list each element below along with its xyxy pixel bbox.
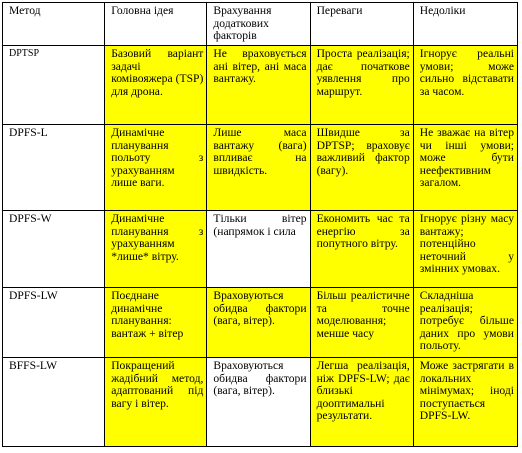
cell-idea: Динамічне планування з урахуванням *лише* вітру. xyxy=(105,211,207,288)
table-row xyxy=(3,288,518,358)
table-row xyxy=(3,358,518,447)
header-additional-factors: Врахування додаткових факторів xyxy=(207,3,310,46)
cell-factors: Тільки вітер (напрямок і сила xyxy=(207,211,310,288)
cell-method: DPFS-LW xyxy=(3,288,105,358)
cell-factors: Не враховується ані вітер, ані маса вантажу. xyxy=(207,46,310,125)
cell-method: BFFS-LW xyxy=(3,358,105,447)
table-header-row xyxy=(3,3,518,46)
header-advantages: Переваги xyxy=(310,3,413,46)
cell-advantages: Проста реалізація; дає початкове уявлення про маршрут. xyxy=(310,46,413,125)
cell-advantages: Більш реалістичне та точне моделювання; менше часу xyxy=(310,288,413,358)
cell-factors: Враховуються обидва фактори (вага, вітер). xyxy=(207,288,310,358)
cell-disadvantages: Ігнорує різну масу вантажу; потенційно неточний у змінних умовах. xyxy=(413,211,517,288)
header-method: Метод xyxy=(3,3,105,46)
cell-idea: Базовий варіант задачі комівояжера (TSP) для дрона. xyxy=(105,46,207,125)
header-disadvantages: Недоліки xyxy=(413,3,517,46)
cell-disadvantages: Складніша реалізація; потребує більше даних про умови польоту. xyxy=(413,288,517,358)
cell-idea: Динамічне планування польоту з урахуванням лише ваги. xyxy=(105,125,207,211)
cell-factors: Враховуються обидва фактори (вага, вітер). xyxy=(207,358,310,447)
cell-disadvantages: Може застрягати в локальних мінімумах; іноді поступається DPFS-LW. xyxy=(413,358,517,447)
cell-idea: Покращений жадібний метод, адаптований під вагу і вітер. xyxy=(105,358,207,447)
cell-disadvantages: Ігнорує реальні умови; може сильно відставати за часом. xyxy=(413,46,517,125)
table-row xyxy=(3,125,518,211)
table-row xyxy=(3,211,518,288)
header-main-idea: Головна ідея xyxy=(105,3,207,46)
cell-advantages: Легша реалізація, ніж DPFS-LW; дає близькі дооптимальні результати. xyxy=(310,358,413,447)
cell-advantages: Швидше за DPTSP; враховує важливий фактор (вагу). xyxy=(310,125,413,211)
cell-advantages: Економить час та енергію за попутного вітру. xyxy=(310,211,413,288)
cell-factors: Лише маса вантажу (вага) впливає на швидкість. xyxy=(207,125,310,211)
cell-disadvantages: Не зважає на вітер чи інші умови; може бути неефективним загалом. xyxy=(413,125,517,211)
table-row xyxy=(3,46,518,125)
cell-method: DPFS-L xyxy=(3,125,105,211)
cell-idea: Поєднане динамічне планування: вантаж + вітер xyxy=(105,288,207,358)
cell-method: DPTSP xyxy=(3,46,105,125)
methods-comparison-table xyxy=(2,2,518,447)
cell-method: DPFS-W xyxy=(3,211,105,288)
